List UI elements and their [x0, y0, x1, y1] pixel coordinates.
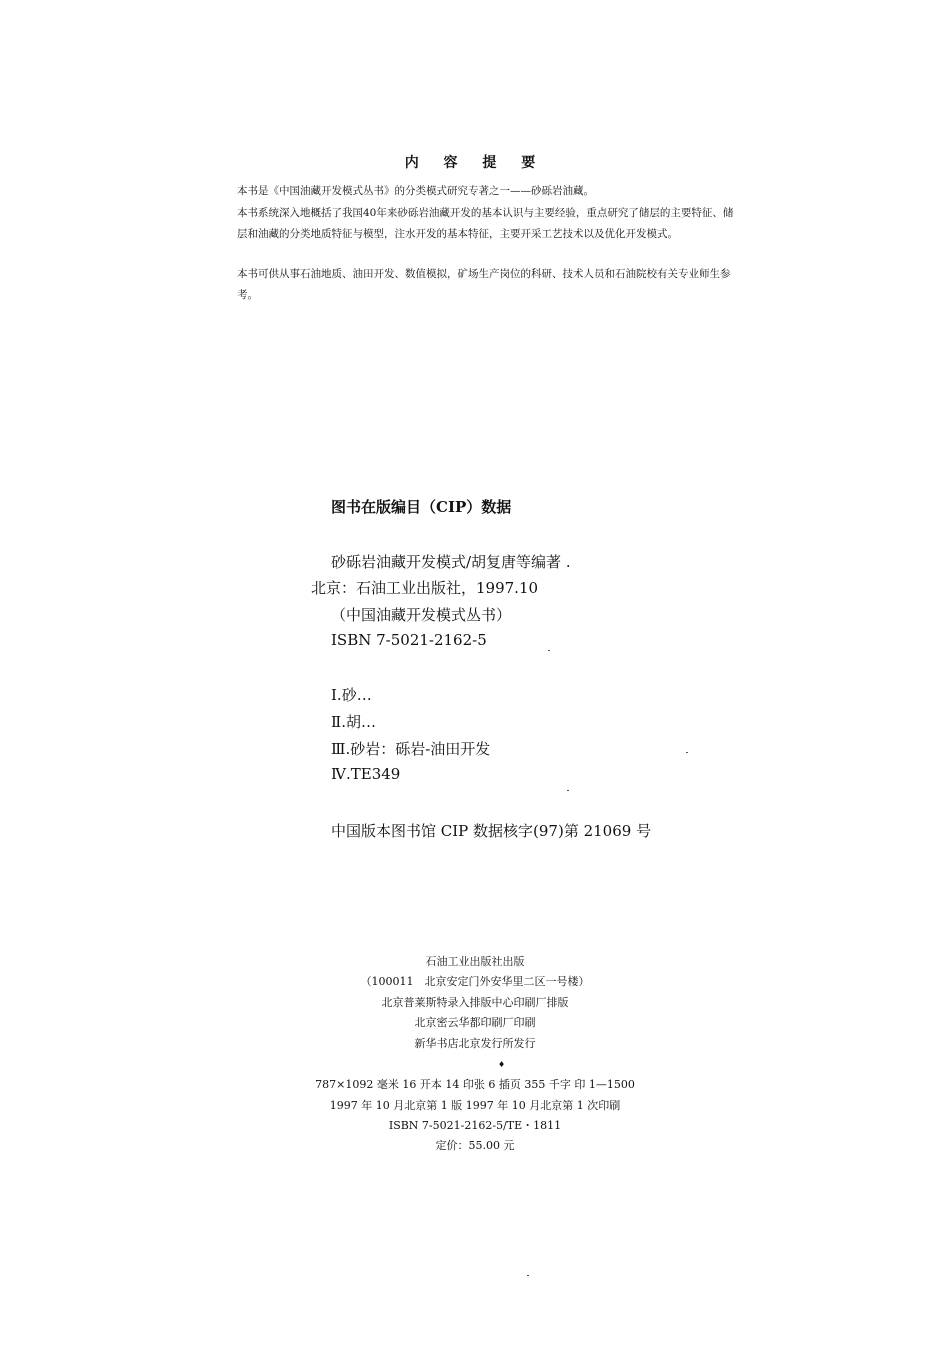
- imprint-specs: 787×1092 毫米 16 开本 14 印张 6 插页 355 千字 印 1—1500: [315, 1078, 635, 1091]
- imprint-price: 定价：55.00 元: [435, 1139, 515, 1152]
- cip-record-number: 中国版本图书馆 CIP 数据核字(97)第 21069 号: [331, 822, 652, 840]
- cip-subject-2: Ⅱ.胡…: [331, 713, 376, 731]
- imprint-publisher: 石油工业出版社出版: [425, 955, 525, 968]
- cip-subject-4: Ⅳ.TE349: [331, 765, 401, 783]
- cip-series-line: （中国油藏开发模式丛书）: [331, 606, 512, 624]
- cip-heading: 图书在版编目（CIP）数据: [331, 498, 512, 516]
- imprint-isbn: ISBN 7-5021-2162-5/TE・1811: [388, 1119, 562, 1132]
- summary-paragraph-3: 本书可供从事石油地质、油田开发、数值模拟，矿场生产岗位的科研、技术人员和石油院校有关专业师生参考。: [237, 268, 731, 301]
- cip-subject-1: Ⅰ.砂…: [331, 686, 372, 704]
- separator-mark: ♦: [498, 1060, 506, 1069]
- scan-speck: [686, 752, 688, 753]
- cip-publisher-line: 北京：石油工业出版社，1997.10: [311, 579, 539, 597]
- cip-isbn-line: ISBN 7-5021-2162-5: [331, 631, 487, 649]
- cip-subject-3: Ⅲ.砂岩：砾岩-油田开发: [331, 740, 491, 758]
- scan-speck: [567, 790, 569, 791]
- scan-speck: [527, 1275, 529, 1276]
- imprint-distribution: 新华书店北京发行所发行: [414, 1037, 536, 1050]
- summary-paragraph-2: 本书系统深入地概括了我国40年来砂砾岩油藏开发的基本认识与主要经验，重点研究了储层的主要特征、储层和油藏的分类地质特征与模型，注水开发的基本特征，主要开采工艺技术以及优化开发模式。: [237, 207, 734, 240]
- cip-title-line: 砂砾岩油藏开发模式/胡复唐等编著 .: [331, 553, 571, 571]
- summary-title: 内 容 提 要: [404, 155, 546, 171]
- imprint-printing: 北京密云华都印刷厂印刷: [414, 1016, 536, 1029]
- imprint-edition: 1997 年 10 月北京第 1 版 1997 年 10 月北京第 1 次印刷: [329, 1099, 621, 1112]
- imprint-typesetting: 北京普莱斯特录入排版中心印刷厂排版: [381, 996, 569, 1009]
- summary-paragraph-1: 本书是《中国油藏开发模式丛书》的分类模式研究专著之一——砂砾岩油藏。: [237, 185, 594, 197]
- imprint-address: （100011 北京安定门外安华里二区一号楼）: [360, 975, 590, 988]
- scan-speck: [548, 650, 550, 651]
